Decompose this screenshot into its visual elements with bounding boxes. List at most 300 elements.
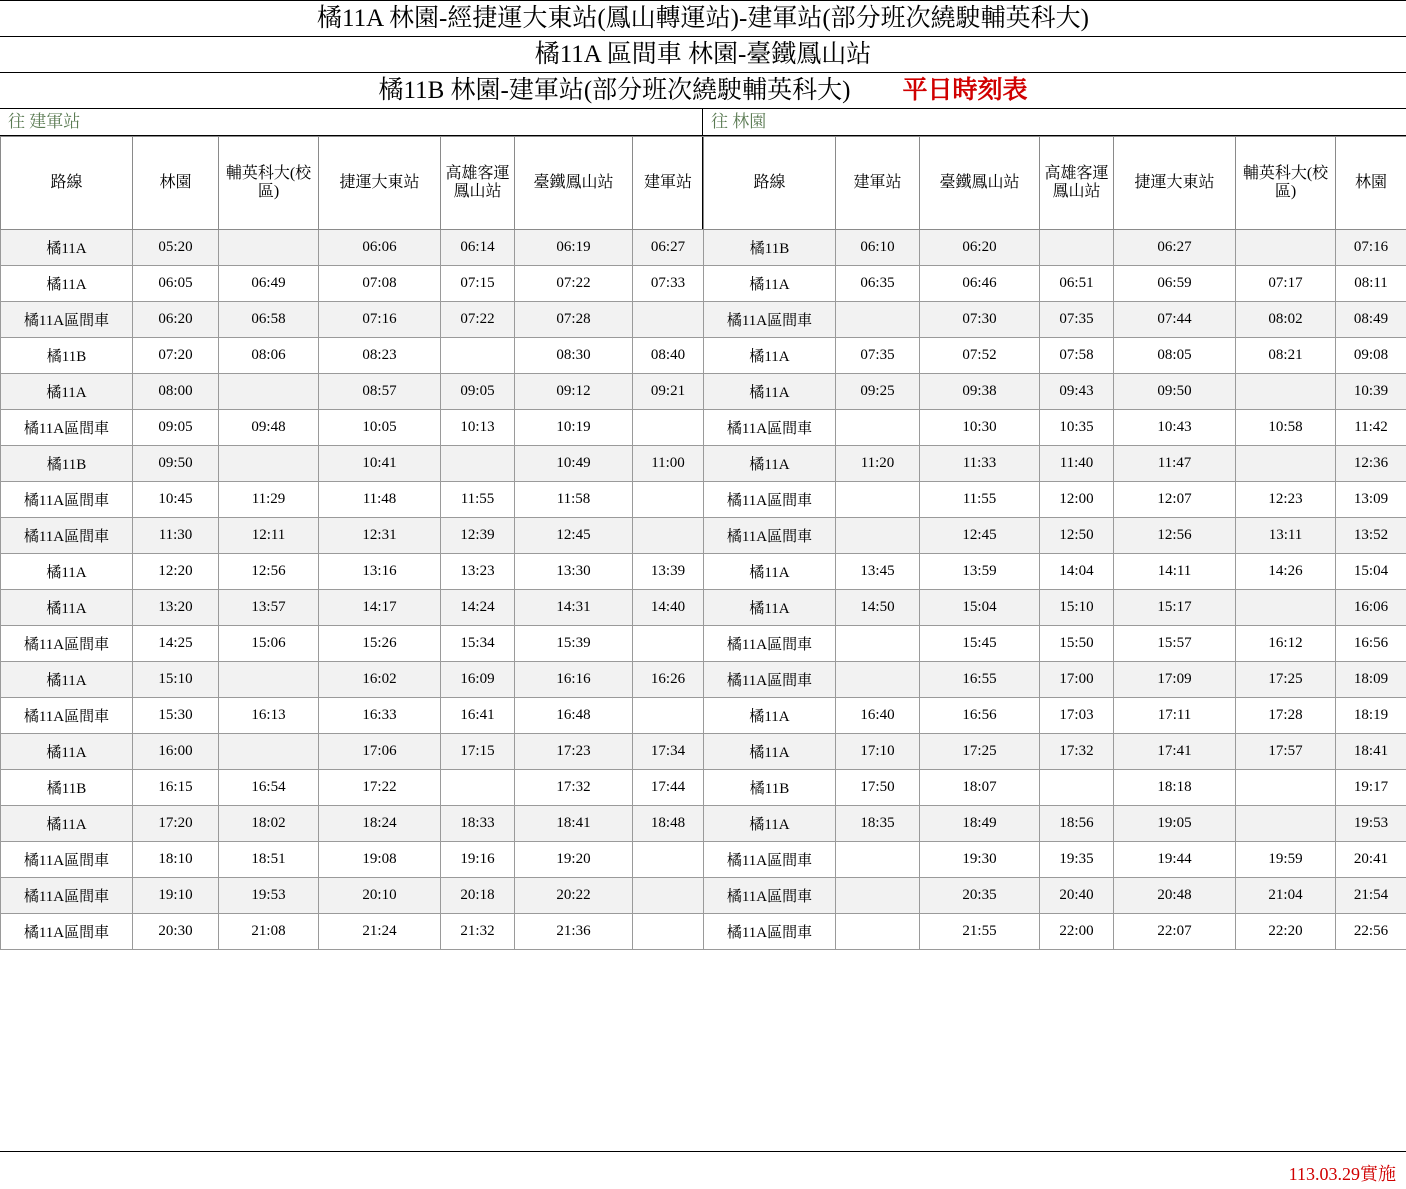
departure-time-cell: 17:10 xyxy=(836,734,920,770)
departure-time-cell: 16:09 xyxy=(441,662,515,698)
departure-time-cell: 17:50 xyxy=(836,770,920,806)
departure-time-cell: 16:40 xyxy=(836,698,920,734)
departure-time-cell: 18:07 xyxy=(920,770,1040,806)
table-row xyxy=(1,662,704,698)
departure-time-cell: 16:33 xyxy=(319,698,441,734)
departure-time-cell: 06:46 xyxy=(920,266,1040,302)
departure-time-cell: 17:11 xyxy=(1114,698,1236,734)
departure-time-cell: 17:06 xyxy=(319,734,441,770)
departure-time-cell xyxy=(633,482,704,518)
departure-time-cell: 17:34 xyxy=(633,734,704,770)
departure-time-cell: 15:34 xyxy=(441,626,515,662)
route-name-cell: 橘11B xyxy=(704,770,836,806)
table-row xyxy=(1,230,704,266)
departure-time-cell xyxy=(633,914,704,950)
departure-time-cell: 13:16 xyxy=(319,554,441,590)
departure-time-cell: 07:17 xyxy=(1236,266,1336,302)
departure-time-cell: 10:41 xyxy=(319,446,441,482)
departure-time-cell: 14:17 xyxy=(319,590,441,626)
departure-time-cell: 08:23 xyxy=(319,338,441,374)
departure-time-cell: 17:44 xyxy=(633,770,704,806)
departure-time-cell: 17:09 xyxy=(1114,662,1236,698)
outbound-col-fooyin: 輔英科大(校區) xyxy=(219,137,319,230)
departure-time-cell: 07:28 xyxy=(515,302,633,338)
route-name-cell: 橘11A區間車 xyxy=(704,878,836,914)
departure-time-cell: 16:56 xyxy=(1336,626,1406,662)
departure-time-cell xyxy=(219,734,319,770)
departure-time-cell: 12:23 xyxy=(1236,482,1336,518)
route-name-cell: 橘11A xyxy=(704,554,836,590)
departure-time-cell: 17:41 xyxy=(1114,734,1236,770)
departure-time-cell: 19:08 xyxy=(319,842,441,878)
departure-time-cell: 18:24 xyxy=(319,806,441,842)
inbound-table-head xyxy=(704,137,1406,230)
departure-time-cell: 10:45 xyxy=(133,482,219,518)
departure-time-cell: 22:07 xyxy=(1114,914,1236,950)
table-row xyxy=(1,302,704,338)
departure-time-cell: 21:54 xyxy=(1336,878,1406,914)
departure-time-cell: 19:53 xyxy=(219,878,319,914)
departure-time-cell: 15:45 xyxy=(920,626,1040,662)
departure-time-cell xyxy=(836,914,920,950)
departure-time-cell: 20:22 xyxy=(515,878,633,914)
departure-time-cell: 17:57 xyxy=(1236,734,1336,770)
table-row xyxy=(1,518,704,554)
departure-time-cell: 18:33 xyxy=(441,806,515,842)
departure-time-cell: 12:56 xyxy=(219,554,319,590)
table-row xyxy=(704,518,1406,554)
departure-time-cell: 22:20 xyxy=(1236,914,1336,950)
route-name-cell: 橘11A區間車 xyxy=(704,410,836,446)
route-name-cell: 橘11A區間車 xyxy=(1,626,133,662)
departure-time-cell xyxy=(441,338,515,374)
departure-time-cell: 12:11 xyxy=(219,518,319,554)
route-name-cell: 橘11A xyxy=(704,266,836,302)
departure-time-cell: 14:40 xyxy=(633,590,704,626)
departure-time-cell: 17:32 xyxy=(1040,734,1114,770)
departure-time-cell: 21:24 xyxy=(319,914,441,950)
departure-time-cell: 07:33 xyxy=(633,266,704,302)
departure-time-cell: 11:55 xyxy=(920,482,1040,518)
departure-time-cell: 15:17 xyxy=(1114,590,1236,626)
inbound-col-linyuan: 林園 xyxy=(1336,137,1406,230)
departure-time-cell: 18:49 xyxy=(920,806,1040,842)
effective-date-note: 113.03.29實施 xyxy=(1288,1164,1396,1184)
outbound-table-body xyxy=(1,230,704,950)
inbound-header-row xyxy=(704,137,1406,230)
departure-time-cell: 07:30 xyxy=(920,302,1040,338)
outbound-col-jianjun: 建軍站 xyxy=(633,137,704,230)
departure-time-cell: 15:39 xyxy=(515,626,633,662)
departure-time-cell: 17:25 xyxy=(920,734,1040,770)
departure-time-cell: 13:23 xyxy=(441,554,515,590)
departure-time-cell: 13:57 xyxy=(219,590,319,626)
departure-time-cell: 07:15 xyxy=(441,266,515,302)
table-row xyxy=(1,914,704,950)
table-row xyxy=(1,590,704,626)
departure-time-cell: 20:18 xyxy=(441,878,515,914)
departure-time-cell: 07:22 xyxy=(515,266,633,302)
departure-time-cell: 13:20 xyxy=(133,590,219,626)
departure-time-cell: 08:40 xyxy=(633,338,704,374)
departure-time-cell: 19:59 xyxy=(1236,842,1336,878)
departure-time-cell xyxy=(1236,374,1336,410)
route-name-cell: 橘11A區間車 xyxy=(1,518,133,554)
table-row xyxy=(704,878,1406,914)
outbound-table-wrapper xyxy=(0,136,703,950)
route-name-cell: 橘11B xyxy=(1,446,133,482)
table-row xyxy=(704,338,1406,374)
outbound-header-row xyxy=(1,137,704,230)
departure-time-cell: 07:22 xyxy=(441,302,515,338)
departure-time-cell: 19:10 xyxy=(133,878,219,914)
route-name-cell: 橘11A xyxy=(1,266,133,302)
departure-time-cell: 07:58 xyxy=(1040,338,1114,374)
departure-time-cell: 16:56 xyxy=(920,698,1040,734)
departure-time-cell: 09:08 xyxy=(1336,338,1406,374)
departure-time-cell xyxy=(836,302,920,338)
departure-time-cell: 10:43 xyxy=(1114,410,1236,446)
route-name-cell: 橘11A xyxy=(704,446,836,482)
table-row xyxy=(1,770,704,806)
departure-time-cell: 16:13 xyxy=(219,698,319,734)
table-row xyxy=(704,410,1406,446)
departure-time-cell: 16:41 xyxy=(441,698,515,734)
inbound-col-jianjun: 建軍站 xyxy=(836,137,920,230)
departure-time-cell: 06:58 xyxy=(219,302,319,338)
departure-time-cell: 11:48 xyxy=(319,482,441,518)
route-name-cell: 橘11A xyxy=(1,662,133,698)
outbound-col-kbus-fengshan: 高雄客運鳳山站 xyxy=(441,137,515,230)
table-row xyxy=(704,230,1406,266)
departure-time-cell: 19:44 xyxy=(1114,842,1236,878)
departure-time-cell: 10:05 xyxy=(319,410,441,446)
departure-time-cell: 12:50 xyxy=(1040,518,1114,554)
departure-time-cell: 19:30 xyxy=(920,842,1040,878)
departure-time-cell: 19:35 xyxy=(1040,842,1114,878)
direction-label-outbound: 往 建軍站 xyxy=(0,109,703,135)
departure-time-cell: 08:21 xyxy=(1236,338,1336,374)
departure-time-cell: 09:43 xyxy=(1040,374,1114,410)
departure-time-cell: 15:30 xyxy=(133,698,219,734)
table-row xyxy=(704,806,1406,842)
route-name-cell: 橘11A區間車 xyxy=(1,698,133,734)
route-name-cell: 橘11A區間車 xyxy=(704,842,836,878)
departure-time-cell: 13:09 xyxy=(1336,482,1406,518)
outbound-table-head xyxy=(1,137,704,230)
outbound-col-linyuan: 林園 xyxy=(133,137,219,230)
departure-time-cell: 12:07 xyxy=(1114,482,1236,518)
table-row xyxy=(1,446,704,482)
departure-time-cell: 18:10 xyxy=(133,842,219,878)
tables-container xyxy=(0,136,1406,950)
route-name-cell: 橘11A區間車 xyxy=(1,410,133,446)
departure-time-cell: 18:41 xyxy=(1336,734,1406,770)
departure-time-cell: 13:59 xyxy=(920,554,1040,590)
title-line-3-text: 橘11B 林園-建軍站(部分班次繞駛輔英科大) xyxy=(378,77,851,104)
departure-time-cell: 11:30 xyxy=(133,518,219,554)
departure-time-cell: 06:20 xyxy=(920,230,1040,266)
departure-time-cell: 21:32 xyxy=(441,914,515,950)
departure-time-cell xyxy=(836,482,920,518)
departure-time-cell: 07:20 xyxy=(133,338,219,374)
departure-time-cell: 17:23 xyxy=(515,734,633,770)
departure-time-cell: 11:20 xyxy=(836,446,920,482)
table-row xyxy=(704,590,1406,626)
table-row xyxy=(704,482,1406,518)
departure-time-cell: 14:26 xyxy=(1236,554,1336,590)
footer xyxy=(0,1151,1406,1189)
departure-time-cell: 06:14 xyxy=(441,230,515,266)
departure-time-cell: 07:52 xyxy=(920,338,1040,374)
departure-time-cell: 14:25 xyxy=(133,626,219,662)
route-name-cell: 橘11A xyxy=(1,230,133,266)
departure-time-cell: 06:05 xyxy=(133,266,219,302)
departure-time-cell: 09:50 xyxy=(1114,374,1236,410)
departure-time-cell: 18:19 xyxy=(1336,698,1406,734)
departure-time-cell: 08:57 xyxy=(319,374,441,410)
departure-time-cell xyxy=(633,698,704,734)
departure-time-cell: 20:30 xyxy=(133,914,219,950)
route-name-cell: 橘11A區間車 xyxy=(704,302,836,338)
departure-time-cell xyxy=(1040,770,1114,806)
departure-time-cell: 17:28 xyxy=(1236,698,1336,734)
departure-time-cell: 11:42 xyxy=(1336,410,1406,446)
route-name-cell: 橘11A區間車 xyxy=(1,878,133,914)
route-name-cell: 橘11A xyxy=(1,374,133,410)
departure-time-cell: 20:48 xyxy=(1114,878,1236,914)
weekday-schedule-badge: 平日時刻表 xyxy=(902,77,1028,104)
departure-time-cell xyxy=(836,626,920,662)
departure-time-cell: 13:45 xyxy=(836,554,920,590)
table-row xyxy=(704,662,1406,698)
departure-time-cell xyxy=(633,518,704,554)
departure-time-cell: 07:35 xyxy=(1040,302,1114,338)
departure-time-cell: 17:03 xyxy=(1040,698,1114,734)
departure-time-cell xyxy=(633,878,704,914)
departure-time-cell: 10:19 xyxy=(515,410,633,446)
departure-time-cell: 14:04 xyxy=(1040,554,1114,590)
route-name-cell: 橘11A區間車 xyxy=(1,302,133,338)
departure-time-cell: 08:11 xyxy=(1336,266,1406,302)
route-name-cell: 橘11A區間車 xyxy=(704,518,836,554)
departure-time-cell: 13:39 xyxy=(633,554,704,590)
route-name-cell: 橘11A xyxy=(704,806,836,842)
direction-label-inbound: 往 林園 xyxy=(711,112,767,131)
departure-time-cell xyxy=(219,662,319,698)
departure-time-cell: 18:56 xyxy=(1040,806,1114,842)
departure-time-cell: 21:08 xyxy=(219,914,319,950)
departure-time-cell: 07:16 xyxy=(1336,230,1406,266)
inbound-schedule-table xyxy=(703,136,1406,950)
departure-time-cell: 06:27 xyxy=(633,230,704,266)
inbound-table-body xyxy=(704,230,1406,950)
departure-time-cell: 10:39 xyxy=(1336,374,1406,410)
table-row xyxy=(704,914,1406,950)
inbound-table-wrapper xyxy=(703,136,1406,950)
route-name-cell: 橘11A區間車 xyxy=(1,482,133,518)
departure-time-cell: 13:11 xyxy=(1236,518,1336,554)
departure-time-cell xyxy=(633,302,704,338)
departure-time-cell xyxy=(633,410,704,446)
inbound-col-tra-fengshan: 臺鐵鳳山站 xyxy=(920,137,1040,230)
departure-time-cell: 16:06 xyxy=(1336,590,1406,626)
departure-time-cell: 09:50 xyxy=(133,446,219,482)
departure-time-cell: 10:35 xyxy=(1040,410,1114,446)
departure-time-cell: 15:06 xyxy=(219,626,319,662)
departure-time-cell xyxy=(1236,230,1336,266)
table-row xyxy=(1,806,704,842)
departure-time-cell: 10:58 xyxy=(1236,410,1336,446)
departure-time-cell: 11:00 xyxy=(633,446,704,482)
route-name-cell: 橘11A區間車 xyxy=(704,482,836,518)
route-name-cell: 橘11B xyxy=(1,338,133,374)
departure-time-cell xyxy=(1236,806,1336,842)
inbound-col-fooyin: 輔英科大(校區) xyxy=(1236,137,1336,230)
departure-time-cell: 11:29 xyxy=(219,482,319,518)
departure-time-cell: 12:45 xyxy=(920,518,1040,554)
departure-time-cell: 19:53 xyxy=(1336,806,1406,842)
inbound-col-route: 路線 xyxy=(704,137,836,230)
departure-time-cell xyxy=(219,374,319,410)
inbound-col-kbus-fengshan: 高雄客運鳳山站 xyxy=(1040,137,1114,230)
table-row xyxy=(1,482,704,518)
title-line-1: 橘11A 林園-經捷運大東站(鳳山轉運站)-建軍站(部分班次繞駛輔英科大) xyxy=(0,1,1406,37)
departure-time-cell: 16:15 xyxy=(133,770,219,806)
departure-time-cell: 18:02 xyxy=(219,806,319,842)
table-row xyxy=(704,626,1406,662)
departure-time-cell: 14:24 xyxy=(441,590,515,626)
departure-time-cell xyxy=(219,230,319,266)
route-name-cell: 橘11A xyxy=(1,806,133,842)
departure-time-cell: 08:06 xyxy=(219,338,319,374)
departure-time-cell xyxy=(836,878,920,914)
departure-time-cell: 10:30 xyxy=(920,410,1040,446)
departure-time-cell: 15:10 xyxy=(133,662,219,698)
departure-time-cell: 12:00 xyxy=(1040,482,1114,518)
departure-time-cell: 19:17 xyxy=(1336,770,1406,806)
departure-time-cell: 14:11 xyxy=(1114,554,1236,590)
departure-time-cell: 18:18 xyxy=(1114,770,1236,806)
departure-time-cell: 18:09 xyxy=(1336,662,1406,698)
departure-time-cell: 09:25 xyxy=(836,374,920,410)
departure-time-cell: 16:48 xyxy=(515,698,633,734)
route-name-cell: 橘11A xyxy=(1,734,133,770)
departure-time-cell: 06:19 xyxy=(515,230,633,266)
departure-time-cell: 12:56 xyxy=(1114,518,1236,554)
departure-time-cell: 09:05 xyxy=(441,374,515,410)
departure-time-cell: 07:08 xyxy=(319,266,441,302)
table-row xyxy=(1,842,704,878)
departure-time-cell: 14:50 xyxy=(836,590,920,626)
route-name-cell: 橘11A xyxy=(704,734,836,770)
departure-time-cell: 13:52 xyxy=(1336,518,1406,554)
departure-time-cell: 08:05 xyxy=(1114,338,1236,374)
outbound-col-route: 路線 xyxy=(1,137,133,230)
departure-time-cell: 15:10 xyxy=(1040,590,1114,626)
outbound-col-tra-fengshan: 臺鐵鳳山站 xyxy=(515,137,633,230)
departure-time-cell: 16:00 xyxy=(133,734,219,770)
departure-time-cell: 09:12 xyxy=(515,374,633,410)
departure-time-cell xyxy=(219,446,319,482)
departure-time-cell: 17:22 xyxy=(319,770,441,806)
table-row xyxy=(704,374,1406,410)
departure-time-cell: 22:56 xyxy=(1336,914,1406,950)
departure-time-cell: 21:55 xyxy=(920,914,1040,950)
departure-time-cell: 18:41 xyxy=(515,806,633,842)
departure-time-cell xyxy=(441,446,515,482)
table-row xyxy=(704,698,1406,734)
route-name-cell: 橘11A區間車 xyxy=(704,914,836,950)
departure-time-cell: 16:16 xyxy=(515,662,633,698)
departure-time-cell: 12:39 xyxy=(441,518,515,554)
departure-time-cell: 18:48 xyxy=(633,806,704,842)
table-row xyxy=(1,410,704,446)
title-line-2: 橘11A 區間車 林園-臺鐵鳳山站 xyxy=(0,37,1406,73)
departure-time-cell: 15:26 xyxy=(319,626,441,662)
inbound-col-mrt-dadong: 捷運大東站 xyxy=(1114,137,1236,230)
departure-time-cell: 20:40 xyxy=(1040,878,1114,914)
departure-time-cell: 12:20 xyxy=(133,554,219,590)
departure-time-cell: 17:20 xyxy=(133,806,219,842)
departure-time-cell: 21:36 xyxy=(515,914,633,950)
route-name-cell: 橘11A xyxy=(704,590,836,626)
departure-time-cell: 14:31 xyxy=(515,590,633,626)
route-name-cell: 橘11B xyxy=(1,770,133,806)
departure-time-cell: 17:25 xyxy=(1236,662,1336,698)
departure-time-cell: 09:21 xyxy=(633,374,704,410)
route-name-cell: 橘11A xyxy=(1,590,133,626)
departure-time-cell xyxy=(1236,590,1336,626)
table-row xyxy=(704,842,1406,878)
departure-time-cell: 15:04 xyxy=(920,590,1040,626)
departure-time-cell: 06:20 xyxy=(133,302,219,338)
departure-time-cell xyxy=(1236,446,1336,482)
departure-time-cell: 11:47 xyxy=(1114,446,1236,482)
departure-time-cell: 09:05 xyxy=(133,410,219,446)
departure-time-cell: 19:20 xyxy=(515,842,633,878)
departure-time-cell: 16:26 xyxy=(633,662,704,698)
departure-time-cell: 20:35 xyxy=(920,878,1040,914)
departure-time-cell: 17:00 xyxy=(1040,662,1114,698)
departure-time-cell: 08:49 xyxy=(1336,302,1406,338)
title-block xyxy=(0,0,1406,109)
departure-time-cell: 13:30 xyxy=(515,554,633,590)
departure-time-cell: 16:55 xyxy=(920,662,1040,698)
departure-time-cell: 16:02 xyxy=(319,662,441,698)
route-name-cell: 橘11A區間車 xyxy=(704,662,836,698)
departure-time-cell: 16:12 xyxy=(1236,626,1336,662)
route-name-cell: 橘11A xyxy=(704,338,836,374)
departure-time-cell: 08:00 xyxy=(133,374,219,410)
departure-time-cell: 06:27 xyxy=(1114,230,1236,266)
departure-time-cell: 06:51 xyxy=(1040,266,1114,302)
table-row xyxy=(1,266,704,302)
table-row xyxy=(1,734,704,770)
departure-time-cell: 06:49 xyxy=(219,266,319,302)
departure-time-cell: 06:59 xyxy=(1114,266,1236,302)
departure-time-cell: 06:35 xyxy=(836,266,920,302)
departure-time-cell: 18:35 xyxy=(836,806,920,842)
departure-time-cell xyxy=(1236,770,1336,806)
table-row xyxy=(704,266,1406,302)
table-row xyxy=(1,878,704,914)
departure-time-cell: 11:33 xyxy=(920,446,1040,482)
departure-time-cell: 17:32 xyxy=(515,770,633,806)
outbound-schedule-table xyxy=(0,136,704,950)
departure-time-cell: 19:05 xyxy=(1114,806,1236,842)
departure-time-cell xyxy=(836,662,920,698)
